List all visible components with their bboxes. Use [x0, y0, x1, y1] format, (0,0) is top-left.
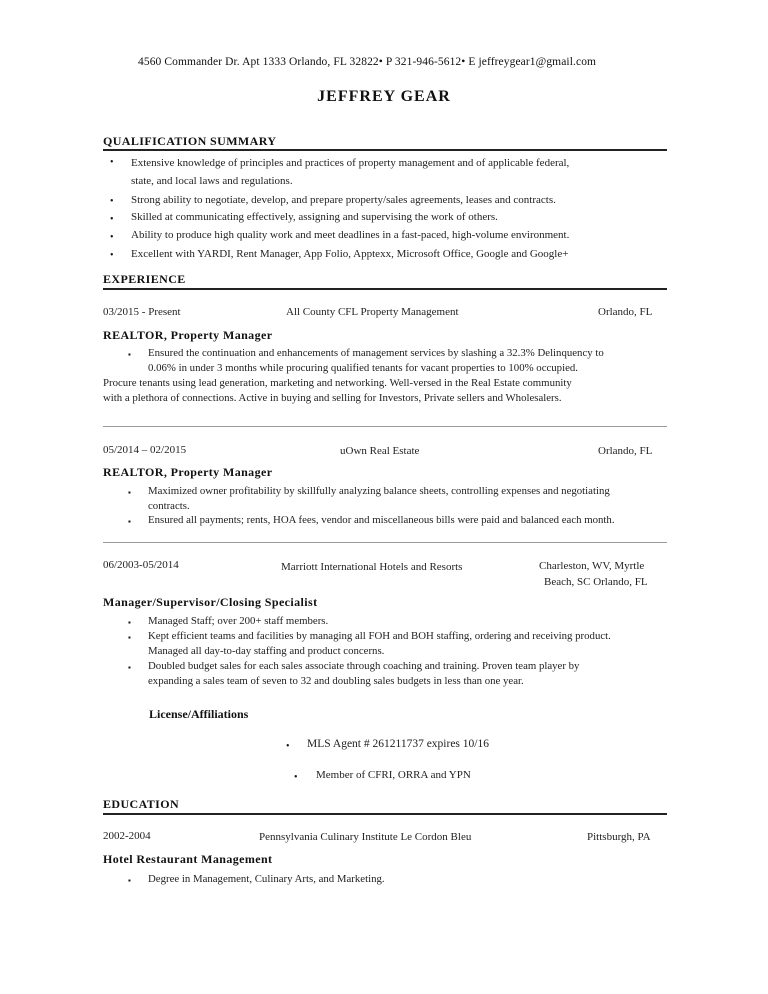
- qualification-item-cont: state, and local laws and regulations.: [131, 175, 293, 187]
- job-extra: with a plethora of connections. Active in buying and selling for Investors, Private sellers and Wholesalers.: [103, 392, 562, 404]
- bullet-square-icon: ▪: [128, 517, 131, 526]
- job-role: Manager/Supervisor/Closing Specialist: [103, 595, 318, 609]
- qualification-item: Ability to produce high quality work and meet deadlines in a fast-paced, high-volume environment.: [131, 229, 570, 241]
- job-dates: 03/2015 - Present: [103, 306, 181, 318]
- bullet-dot-icon: •: [110, 196, 114, 207]
- bullet-dot-icon: •: [110, 232, 114, 243]
- job-location: Orlando, FL: [598, 445, 653, 457]
- contact-line: 4560 Commander Dr. Apt 1333 Orlando, FL 32822• P 321-946-5612• E jeffreygear1@gmail.com: [138, 56, 597, 68]
- job-divider: [103, 426, 667, 427]
- job-bullet-cont: Managed all day-to-day staffing and product concerns.: [148, 645, 385, 657]
- education-location: Pittsburgh, PA: [587, 831, 651, 843]
- bullet-square-icon: ▪: [128, 663, 131, 672]
- education-bullet: Degree in Management, Culinary Arts, and Marketing.: [148, 873, 385, 885]
- qualification-item: Skilled at communicating effectively, assigning and supervising the work of others.: [131, 211, 498, 223]
- job-company: Marriott International Hotels and Resorts: [281, 561, 463, 573]
- job-bullet-cont: contracts.: [148, 500, 190, 512]
- job-location: Charleston, WV, Myrtle: [539, 560, 645, 572]
- qualification-item: Extensive knowledge of principles and practices of property management and of applicable federal,: [131, 157, 570, 169]
- section-rule: [103, 149, 667, 151]
- job-bullet: Doubled budget sales for each sales associate through coaching and training. Proven team player by: [148, 660, 580, 672]
- qualification-item: Excellent with YARDI, Rent Manager, App Folio, Apptexx, Microsoft Office, Google and Google+: [131, 248, 569, 260]
- job-role: REALTOR, Property Manager: [103, 465, 273, 479]
- education-program: Hotel Restaurant Management: [103, 852, 273, 866]
- job-bullet: Kept efficient teams and facilities by managing all FOH and BOH staffing, ordering and receiving product.: [148, 630, 611, 642]
- job-extra: Procure tenants using lead generation, marketing and networking. Well-versed in the Real Estate community: [103, 377, 572, 389]
- job-role: REALTOR, Property Manager: [103, 328, 273, 342]
- job-bullet: Ensured the continuation and enhancements of management services by slashing a 32.3% Delinquency to: [148, 347, 604, 359]
- job-divider: [103, 542, 667, 543]
- bullet-square-icon: ▪: [128, 488, 131, 497]
- bullet-square-icon: ▪: [128, 618, 131, 627]
- job-bullet-cont: 0.06% in under 3 months while procuring qualified tenants for vacant properties to 100% occupied.: [148, 362, 578, 374]
- job-dates: 05/2014 – 02/2015: [103, 444, 187, 456]
- job-bullet: Maximized owner profitability by skillfully analyzing balance sheets, controlling expenses and negotiating: [148, 485, 610, 497]
- license-item: MLS Agent # 261211737 expires 10/16: [307, 738, 489, 750]
- job-location-cont: Beach, SC Orlando, FL: [544, 576, 648, 588]
- job-company: uOwn Real Estate: [340, 445, 420, 457]
- qualification-title: QUALIFICATION SUMMARY: [103, 134, 277, 148]
- bullet-dot-icon: •: [110, 157, 114, 168]
- job-location: Orlando, FL: [598, 306, 653, 318]
- section-rule: [103, 288, 667, 290]
- education-title: EDUCATION: [103, 797, 180, 811]
- education-school: Pennsylvania Culinary Institute Le Cordon Bleu: [259, 831, 472, 843]
- qualification-item: Strong ability to negotiate, develop, and prepare property/sales agreements, leases and contracts.: [131, 194, 556, 206]
- bullet-dot-icon: •: [110, 250, 114, 261]
- job-bullet: Managed Staff; over 200+ staff members.: [148, 615, 329, 627]
- job-bullet: Ensured all payments; rents, HOA fees, vendor and miscellaneous bills were paid and balanced each month.: [148, 514, 615, 526]
- education-dates: 2002-2004: [103, 830, 151, 842]
- job-bullet-cont: expanding a sales team of seven to 32 and doubling sales budgets in less than one year.: [148, 675, 524, 687]
- bullet-square-icon: ▪: [128, 633, 131, 642]
- license-title: License/Affiliations: [149, 707, 249, 721]
- bullet-square-icon: ▪: [128, 876, 131, 885]
- section-rule: [103, 813, 667, 815]
- license-item: Member of CFRI, ORRA and YPN: [316, 769, 471, 781]
- job-dates: 06/2003-05/2014: [103, 559, 179, 571]
- bullet-dot-icon: •: [294, 772, 298, 783]
- experience-title: EXPERIENCE: [103, 272, 186, 286]
- bullet-square-icon: ▪: [128, 350, 131, 359]
- bullet-dot-icon: •: [286, 741, 290, 752]
- candidate-name: JEFFREY GEAR: [317, 88, 451, 105]
- job-company: All County CFL Property Management: [286, 306, 459, 318]
- bullet-dot-icon: •: [110, 214, 114, 225]
